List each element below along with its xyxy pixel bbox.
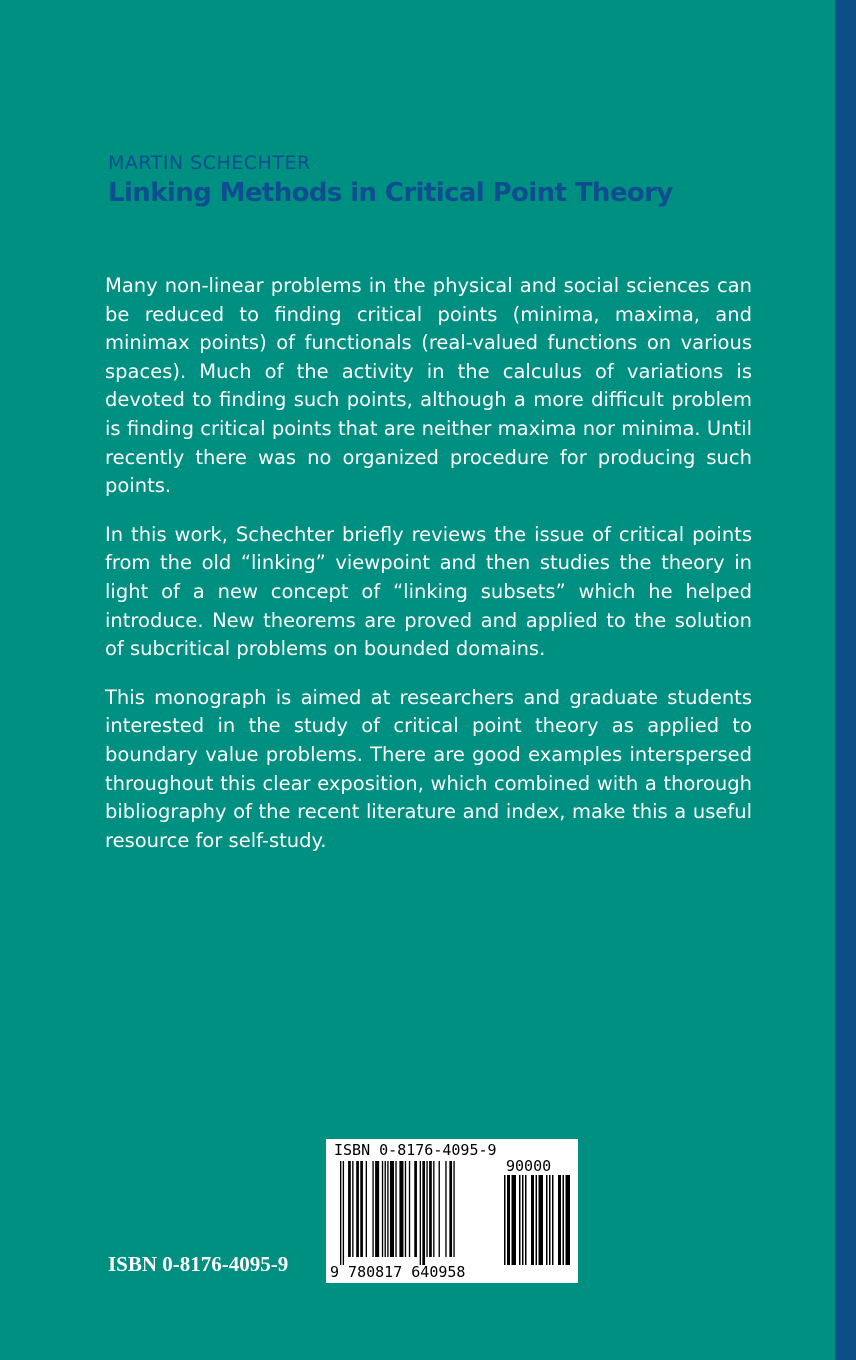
barcode-bar [382,1161,383,1257]
barcode-bar [422,1161,425,1265]
barcode-bar [536,1175,538,1265]
barcode-bar [453,1161,454,1257]
barcode-bar [449,1161,452,1257]
barcode-bar [352,1161,353,1257]
barcode-bar [525,1175,527,1265]
barcode-bar [420,1161,421,1265]
barcode-bar [395,1161,396,1257]
barcode-bar [549,1175,551,1265]
barcode-bar [445,1161,446,1257]
barcode-bar [566,1175,571,1265]
addon-barcode-graphic [504,1175,572,1265]
barcode-bar [504,1175,506,1265]
barcode-bar [531,1175,534,1265]
barcode-bar [429,1161,432,1257]
barcode-bar [387,1161,388,1257]
blurb-paragraph-3: This monograph is aimed at researchers and graduate students interested in the study of critical point theory as applied to boundary value problems. There are good examples interspersed throughout this clear exposition, which combined with a thorough bibliography of the recent literature and index, make this a useful resource for self-study. [105,685,752,852]
spine-edge-strip [835,0,856,1360]
barcode-isbn-text: ISBN 0-8176-4095-9 [334,1141,497,1159]
barcode-bar [519,1175,521,1265]
blurb-text [105,272,752,875]
barcode-bar [372,1161,373,1257]
barcode-bar [414,1161,417,1257]
barcode-bar [546,1175,548,1265]
barcode-bar [356,1161,359,1257]
barcode-bar [426,1161,427,1257]
author-name: MARTIN SCHECHTER [108,152,311,174]
barcode-bar [366,1161,367,1257]
ean-barcode-graphic [340,1161,495,1265]
barcode-bar [405,1161,406,1257]
barcode-bar [563,1175,565,1265]
barcode-bar [348,1161,351,1257]
barcode-bar [385,1161,386,1257]
barcode-bar [375,1161,379,1257]
barcode-addon-code: 90000 [506,1157,552,1175]
book-title: Linking Methods in Critical Point Theory [108,178,673,208]
barcode-bar [512,1175,517,1265]
barcode-bar [409,1161,410,1257]
barcode-bar [507,1175,510,1265]
barcode-bar [340,1161,341,1265]
barcode-bar [522,1175,524,1265]
barcode-bar [343,1161,344,1265]
barcode-bar [558,1175,561,1265]
barcode-bar [360,1161,363,1257]
barcode-bar [433,1161,434,1257]
blurb-paragraph-2: In this work, Schechter briefly reviews the issue of critical points from the old “linking” viewpoint and then studies the theory in light of a new concept of “linking subsets” which he helped introduce. New theorems are proved and applied to the solution of subcritical problems on bounded domains. [105,522,752,661]
isbn-label: ISBN 0-8176-4095-9 [108,1252,289,1276]
barcode-bar [439,1161,440,1257]
blurb-paragraph-1: Many non-linear problems in the physical and social sciences can be reduced to finding critical points (minima, maxima, and minimax points) of functionals (real-valued functions on various spaces). Much of the activity in the calculus of variations is devoted to finding such points, although a more difficult problem is finding critical points that are neither maxima nor minima. Until recently there was no organized procedure for producing such points. [105,274,752,498]
barcode-bar [552,1175,554,1265]
barcode-bar [390,1161,394,1257]
barcode-bar [539,1175,544,1265]
barcode-bar [399,1161,403,1257]
barcode-label [326,1139,578,1283]
barcode-digits: 9 780817 640958 [330,1263,466,1281]
